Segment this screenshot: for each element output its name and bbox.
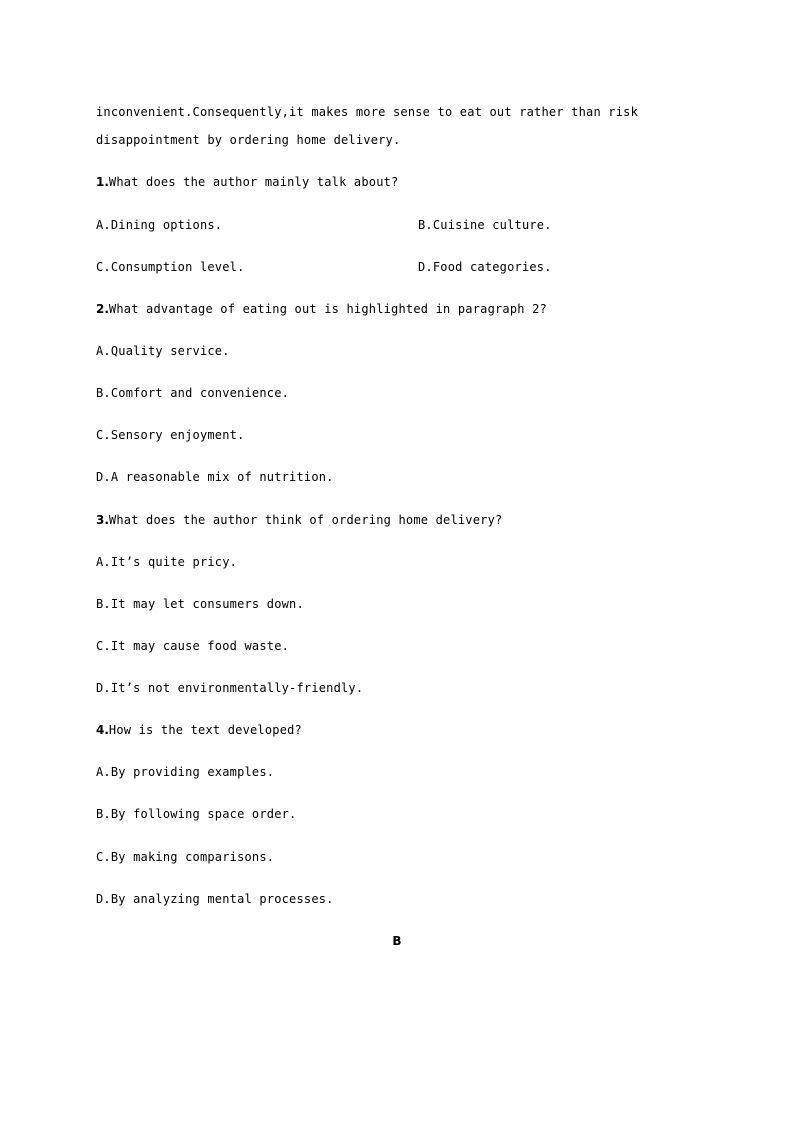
question-number: 2.	[96, 302, 109, 316]
option-d: D.By analyzing mental processes.	[96, 892, 334, 906]
question-text: What does the author think of ordering home delivery?	[108, 513, 503, 527]
question-number: 3.	[96, 513, 109, 527]
option-a: A.By providing examples.	[96, 765, 275, 779]
question-text: How is the text developed?	[108, 723, 302, 737]
passage-line: disappointment by ordering home delivery.	[96, 133, 401, 147]
option-b: B.It may let consumers down.	[96, 597, 304, 611]
option-row	[96, 217, 552, 233]
question-text: What advantage of eating out is highlighted in paragraph 2?	[108, 302, 547, 316]
option-c: C.Consumption level.	[96, 260, 245, 274]
option-row	[96, 259, 552, 275]
question-stem	[96, 722, 302, 738]
option-d: D.A reasonable mix of nutrition.	[96, 470, 334, 484]
option-b: B.Cuisine culture.	[418, 218, 552, 232]
option-c: C.Sensory enjoyment.	[96, 428, 245, 442]
question-stem	[96, 174, 398, 190]
option-a: A.It’s quite pricy.	[96, 555, 238, 569]
option-b: B.By following space order.	[96, 807, 297, 821]
question-stem	[96, 512, 502, 528]
question-text: What does the author mainly talk about?	[108, 175, 399, 189]
option-c: C.It may cause food waste.	[96, 639, 290, 653]
option-b: B.Comfort and convenience.	[96, 386, 290, 400]
option-a: A.Dining options.	[96, 218, 223, 232]
option-d: D.It’s not environmentally-friendly.	[96, 681, 364, 695]
question-number: 4.	[96, 723, 109, 737]
passage-line: inconvenient.Consequently,it makes more sense to eat out rather than risk	[96, 105, 638, 119]
option-a: A.Quality service.	[96, 344, 230, 358]
question-stem	[96, 301, 547, 317]
option-c: C.By making comparisons.	[96, 850, 275, 864]
option-d: D.Food categories.	[418, 260, 552, 274]
question-number: 1.	[96, 175, 109, 189]
section-heading: B	[392, 934, 402, 948]
